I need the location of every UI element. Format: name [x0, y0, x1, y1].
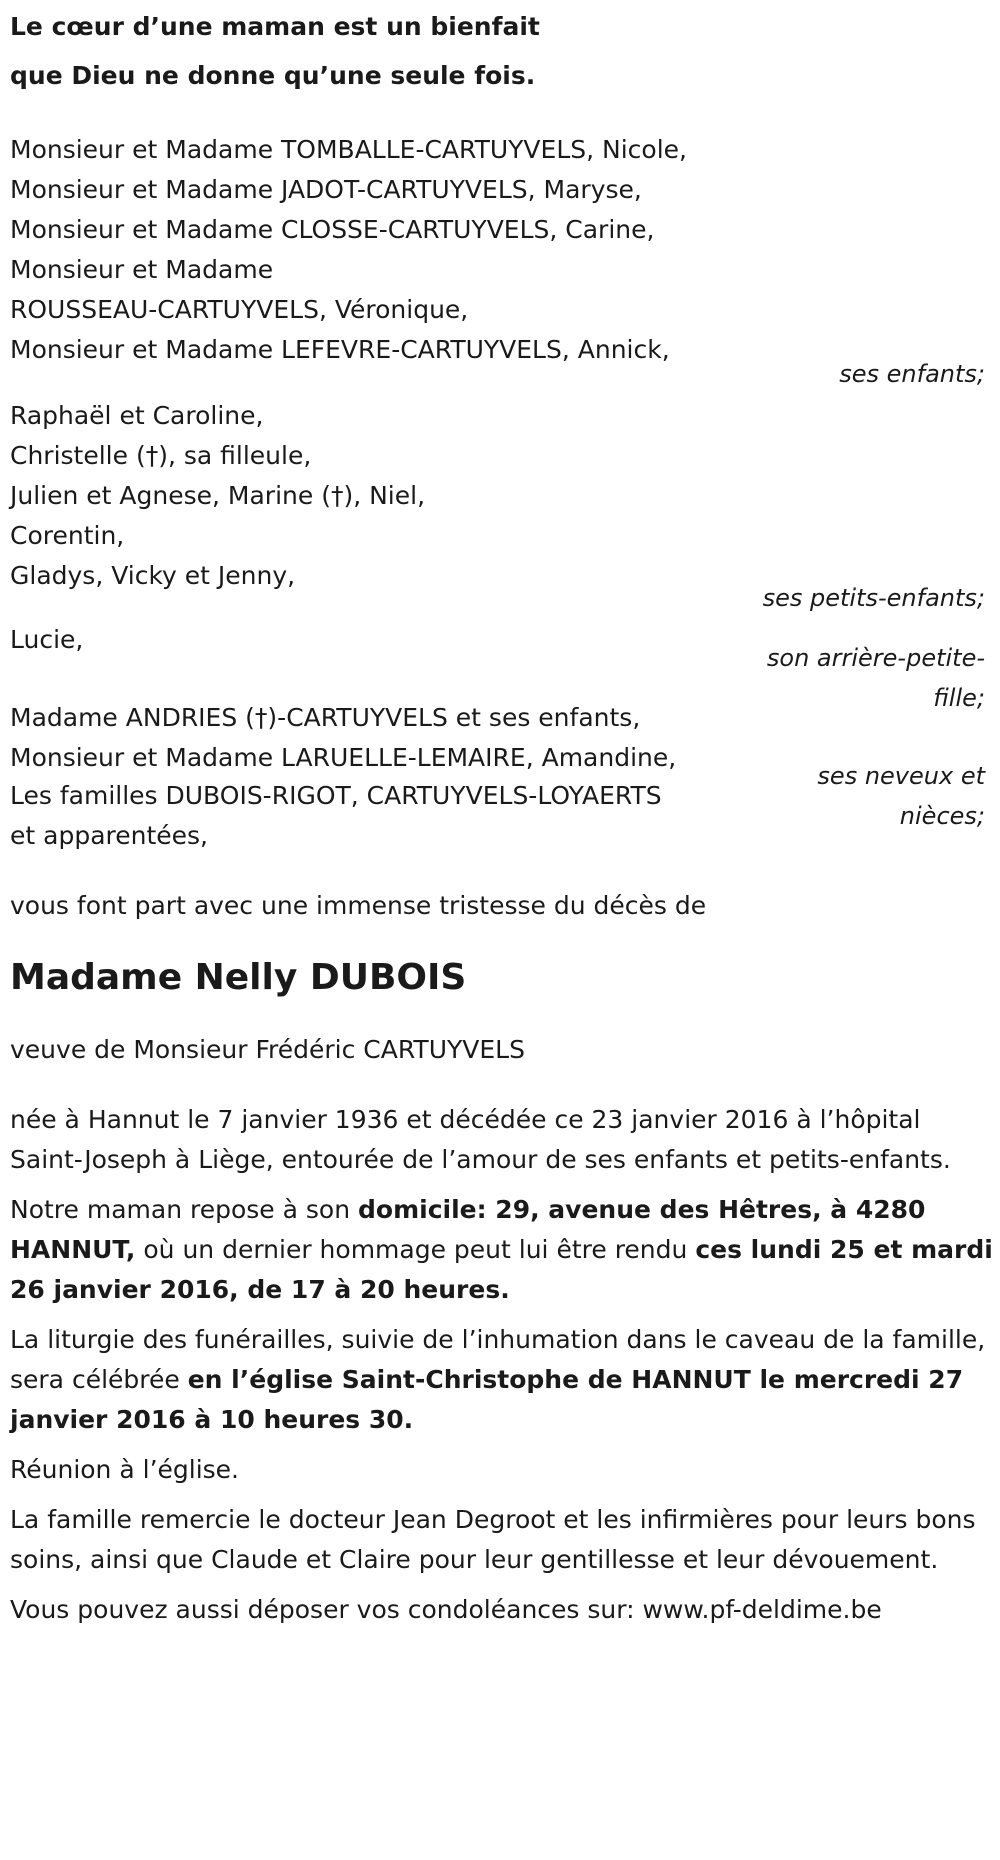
nephew-entry: Madame ANDRIES (†)-CARTUYVELS et ses enfants, [10, 703, 641, 732]
great-grandchild-entry: Lucie, [10, 625, 84, 654]
grandchildren-relation: ses petits-enfants; [762, 584, 985, 612]
announcement: vous font part avec une immense tristesse du décès de [10, 891, 707, 920]
grandchild-entry: Corentin, [10, 521, 125, 550]
liturgy-place-date: en l’église Saint-Christophe de HANNUT le mercredi 27 janvier 2016 à 10 heures 30. [10, 1365, 964, 1434]
grandchild-entry: Raphaël et Caroline, [10, 401, 264, 430]
condolences-paragraph: Vous pouvez aussi déposer vos condoléances sur: www.pf-deldime.be [10, 1595, 882, 1624]
birth-death-paragraph: née à Hannut le 7 janvier 1936 et décédée ce 23 janvier 2016 à l’hôpital Saint-Joseph à Liège, entourée de l’amour de ses enfants et petits-enfants. [10, 1105, 951, 1174]
families-line: et apparentées, [10, 821, 208, 850]
families-line: Les familles DUBOIS-RIGOT, CARTUYVELS-LOYAERTS [10, 781, 662, 810]
child-entry: Monsieur et Madame LEFEVRE-CARTUYVELS, Annick, [10, 335, 670, 364]
thanks-paragraph: La famille remercie le docteur Jean Degroot et les infirmières pour leurs bons soins, ainsi que Claude et Claire pour leur gentillesse et leur dévouement. [10, 1505, 976, 1574]
nephews-relation: ses neveux et [817, 762, 985, 790]
rest-text: où un dernier hommage peut lui être rendu [135, 1235, 696, 1264]
nephew-entry: Monsieur et Madame LARUELLE-LEMAIRE, Amandine, [10, 743, 677, 772]
rest-text: Notre maman repose à son [10, 1195, 358, 1224]
meeting-paragraph: Réunion à l’église. [10, 1455, 240, 1484]
great-grandchild-relation: son arrière-petite- [766, 644, 985, 672]
children-section [10, 130, 985, 370]
liturgy-text: La liturgie des funérailles, suivie de l’inhumation dans le caveau de la famille, sera célébrée [10, 1325, 986, 1394]
epigraph [10, 2, 1000, 100]
child-entry: Monsieur et Madame [10, 255, 274, 284]
grandchild-entry: Gladys, Vicky et Jenny, [10, 561, 296, 590]
child-entry: Monsieur et Madame CLOSSE-CARTUYVELS, Carine, [10, 215, 655, 244]
widow-of: veuve de Monsieur Frédéric CARTUYVELS [10, 1035, 525, 1064]
rest-paragraph [10, 1190, 995, 1310]
nephews-relation: nièces; [899, 802, 985, 830]
great-grandchild-relation: fille; [933, 684, 985, 712]
obituary-page [0, 2, 1000, 1860]
deceased-name: Madame Nelly DUBOIS [10, 957, 467, 998]
grandchildren-section [10, 396, 985, 596]
rest-dates: ces lundi 25 et mardi 26 janvier 2016, de 17 à 20 heures. [10, 1235, 993, 1304]
epigraph-line: que Dieu ne donne qu’une seule fois. [10, 61, 536, 90]
grandchild-entry: Christelle (†), sa filleule, [10, 441, 312, 470]
child-entry: Monsieur et Madame JADOT-CARTUYVELS, Maryse, [10, 175, 642, 204]
grandchild-entry: Julien et Agnese, Marine (†), Niel, [10, 481, 426, 510]
child-entry: Monsieur et Madame TOMBALLE-CARTUYVELS, Nicole, [10, 135, 687, 164]
child-entry: ROUSSEAU-CARTUYVELS, Véronique, [10, 295, 469, 324]
children-relation: ses enfants; [839, 360, 985, 388]
epigraph-line: Le cœur d’une maman est un bienfait [10, 12, 540, 41]
liturgy-paragraph [10, 1320, 995, 1440]
rest-address: domicile: 29, avenue des Hêtres, à 4280 HANNUT, [10, 1195, 926, 1264]
